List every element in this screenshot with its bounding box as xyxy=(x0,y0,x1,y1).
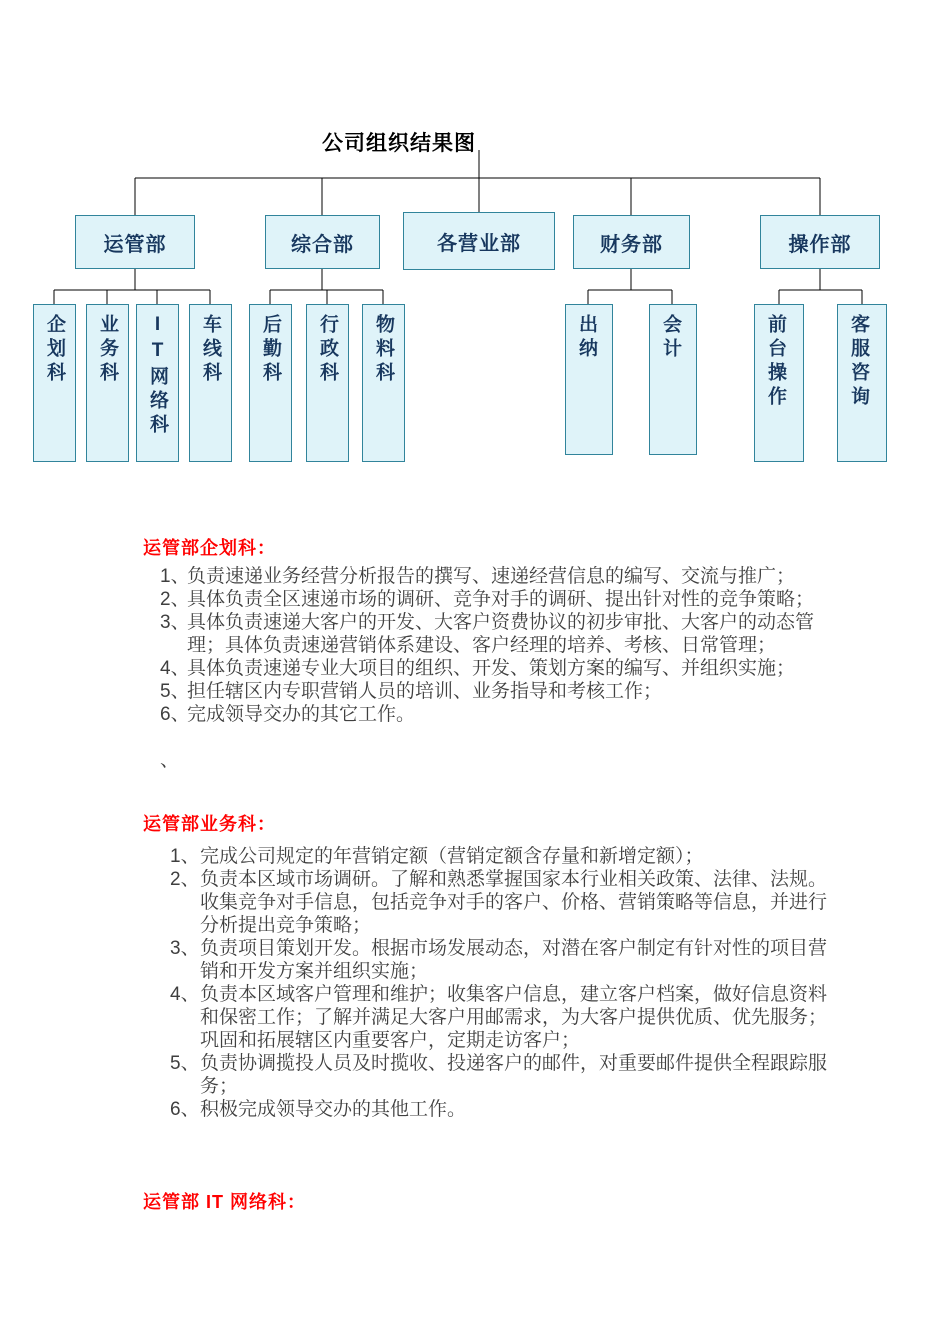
list-item-text: 负责速递业务经营分析报告的撰写、速递经营信息的编写、交流与推广； xyxy=(187,566,796,587)
list-item-text: 完成公司规定的年营销定额（营销定额含存量和新增定额）； xyxy=(200,846,704,867)
list-item-number: 1、 xyxy=(170,846,200,867)
list-item-number: 3、 xyxy=(170,938,200,959)
list-item-number: 5、 xyxy=(160,681,190,702)
planning-duty-list xyxy=(160,565,832,772)
unit-box-logistics: 后勤科 xyxy=(249,304,292,462)
dept-box-sales-branches: 各营业部 xyxy=(403,212,555,270)
list-item xyxy=(160,657,832,680)
list-item-text: 积极完成领导交办的其他工作。 xyxy=(200,1099,467,1120)
list-item xyxy=(160,588,832,611)
list-item-text: 负责协调揽投人员及时揽收、投递客户的邮件，对重要邮件提供全程跟踪服务； xyxy=(200,1053,828,1097)
list-item xyxy=(160,565,832,588)
list-item xyxy=(170,868,842,937)
list-item-text: 负责本区域市场调研。了解和熟悉掌握国家本行业相关政策、法律、法规。收集竞争对手信息，包括竞争对手的客户、价格、营销策略等信息，并进行分析提出竞争策略； xyxy=(200,869,828,936)
business-duty-list xyxy=(170,845,842,1121)
list-item-number: 2、 xyxy=(170,869,200,890)
unit-box-it-network: IT网络科 xyxy=(136,304,179,462)
dept-box-handling: 操作部 xyxy=(760,215,880,269)
list-item-text: 具体负责速递大客户的开发、大客户资费协议的初步审批、大客户的动态管理；具体负责速递营销体系建设、客户经理的培养、考核、日常管理； xyxy=(187,612,815,656)
section-heading-it-network: 运管部 IT 网络科： xyxy=(143,1192,306,1212)
list-item xyxy=(170,983,842,1052)
list-item-number: 1、 xyxy=(160,566,190,587)
list-item xyxy=(170,845,842,868)
unit-box-front-desk: 前台操作 xyxy=(754,304,804,462)
dept-box-general-affairs: 综合部 xyxy=(265,215,380,269)
list-item-text: 负责本区域客户管理和维护；收集客户信息，建立客户档案，做好信息资料和保密工作；了解并满足大客户用邮需求，为大客户提供优质、优先服务；巩固和拓展辖区内重要客户，定期走访客户； xyxy=(200,984,828,1051)
dept-box-operations-mgmt: 运管部 xyxy=(75,215,195,269)
unit-box-planning: 企划科 xyxy=(33,304,76,462)
list-item xyxy=(160,680,832,703)
unit-box-vehicle-lines: 车线科 xyxy=(189,304,232,462)
list-item-number: 4、 xyxy=(170,984,200,1005)
list-item-number: 5、 xyxy=(170,1053,200,1074)
stray-punctuation: 、 xyxy=(160,750,180,771)
unit-box-accounting: 会计 xyxy=(649,304,697,455)
list-item-number: 3、 xyxy=(160,612,190,633)
list-item-number: 4、 xyxy=(160,658,190,679)
list-item-number: 6、 xyxy=(160,704,190,725)
list-item-text: 负责项目策划开发。根据市场发展动态，对潜在客户制定有针对性的项目营销和开发方案并组织实施； xyxy=(200,938,828,982)
list-item-number: 2、 xyxy=(160,589,190,610)
dept-box-finance: 财务部 xyxy=(573,215,690,269)
list-item-text: 具体负责全区速递市场的调研、竞争对手的调研、提出针对性的竞争策略； xyxy=(187,589,815,610)
list-item-text: 完成领导交办的其它工作。 xyxy=(187,704,416,725)
list-item-number: 6、 xyxy=(170,1099,200,1120)
list-item xyxy=(160,703,832,726)
section-heading-business: 运管部业务科： xyxy=(143,814,276,834)
list-item-text: 担任辖区内专职营销人员的培训、业务指导和考核工作； xyxy=(187,681,663,702)
list-item-text: 具体负责速递专业大项目的组织、开发、策划方案的编写、并组织实施； xyxy=(187,658,796,679)
unit-box-customer-service: 客服咨询 xyxy=(837,304,887,462)
unit-box-materials: 物料科 xyxy=(362,304,405,462)
org-chart-title: 公司组织结果图 xyxy=(322,132,476,155)
unit-box-admin: 行政科 xyxy=(306,304,349,462)
unit-box-cashier: 出纳 xyxy=(565,304,613,455)
unit-box-business: 业务科 xyxy=(86,304,129,462)
list-item xyxy=(170,937,842,983)
list-item xyxy=(170,1098,842,1121)
list-item xyxy=(160,611,832,657)
section-heading-planning: 运管部企划科： xyxy=(143,538,276,558)
list-item xyxy=(170,1052,842,1098)
